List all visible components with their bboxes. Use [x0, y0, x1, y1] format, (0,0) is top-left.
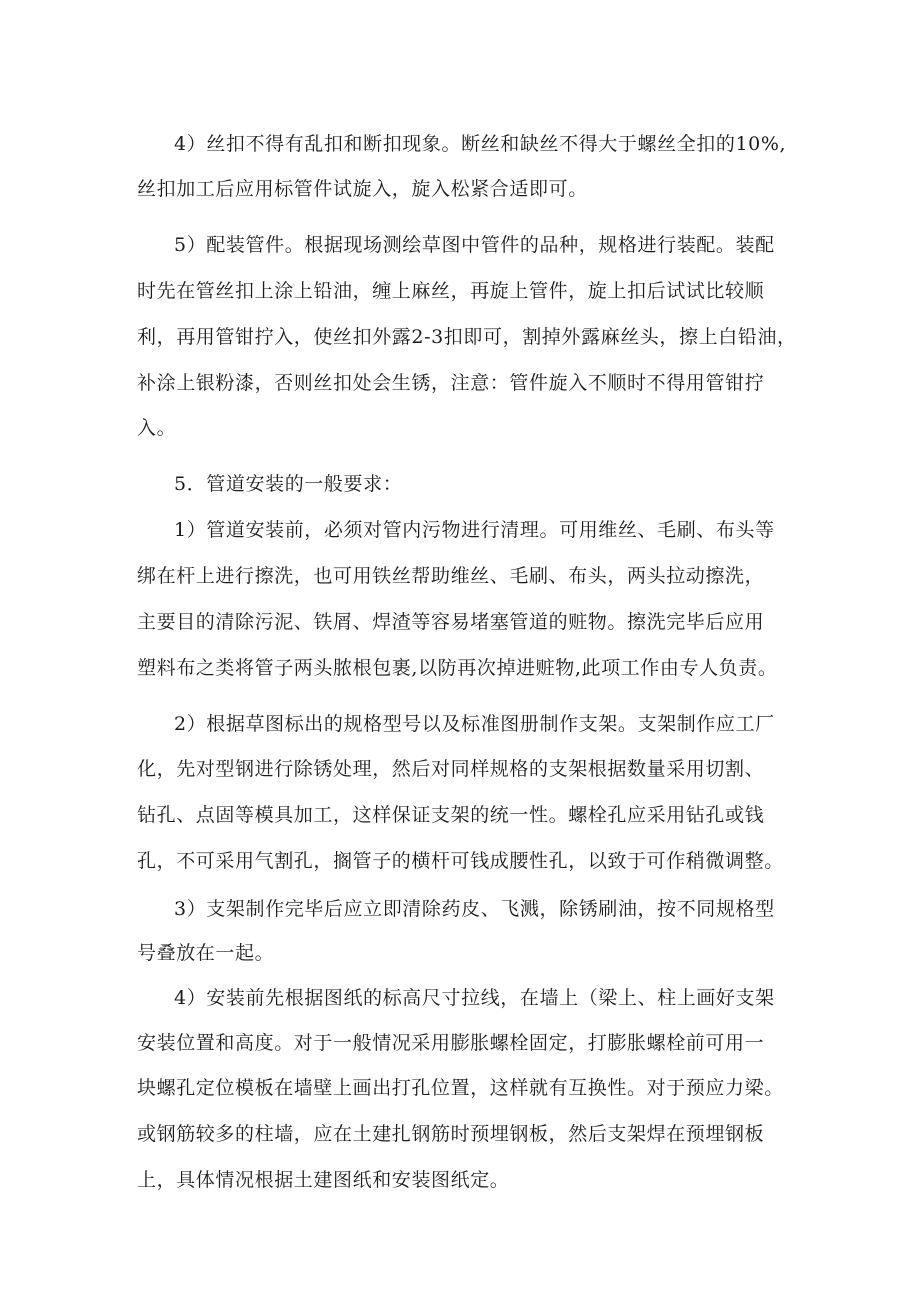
- text-line: 绑在杆上进行擦洗，也可用铁丝帮助维丝、毛刷、布头，两头拉动擦洗，: [137, 565, 765, 587]
- text-line: 孔，不可采用气割孔，搁管子的横杆可钱成腰性孔，以致于可作稍微调整。: [137, 850, 784, 872]
- text-line: 上，具体情况根据土建图纸和安装图纸定。: [137, 1169, 510, 1191]
- text-line: 3）支架制作完毕后应立即清除药皮、飞溅，除锈刷油，按不同规格型: [174, 898, 775, 920]
- text-line: 化，先对型钢进行除锈处理，然后对同样规格的支架根据数量采用切割、: [137, 758, 765, 780]
- text-line: 块螺孔定位模板在墙壁上画出打孔位置，这样就有互换性。对于预应力梁。: [137, 1077, 784, 1099]
- text-line: 利，再用管钳拧入，使丝扣外露2-3扣即可，割掉外露麻丝头，擦上白铅油，: [137, 326, 797, 348]
- text-line: 5）配装管件。根据现场测绘草图中管件的品种，规格进行装配。装配: [174, 234, 775, 256]
- text-line: 号叠放在一起。: [137, 942, 275, 964]
- text-line: 1）管道安装前，必须对管内污物进行清理。可用维丝、毛刷、布头等: [174, 519, 775, 541]
- text-line: 2）根据草图标出的规格型号以及标准图册制作支架。支架制作应工厂: [174, 713, 775, 735]
- text-line: 4）安装前先根据图纸的标高尺寸拉线，在墙上（梁上、柱上画好支架: [174, 987, 775, 1009]
- text-line: 安装位置和高度。对于一般情况采用膨胀螺栓固定，打膨胀螺栓前可用一: [137, 1032, 765, 1054]
- text-line: 钻孔、点固等模具加工，这样保证支架的统一性。螺栓孔应采用钻孔或钱: [137, 804, 765, 826]
- text-line: 丝扣加工后应用标管件试旋入，旋入松紧合适即可。: [137, 178, 588, 200]
- text-line: 入。: [137, 417, 177, 439]
- text-line: 时先在管丝扣上涂上铅油，缠上麻丝，再旋上管件，旋上扣后试试比较顺: [137, 280, 765, 302]
- text-line: 或钢筋较多的柱墙，应在土建扎钢筋时预埋钢板，然后支架焊在预埋钢板: [137, 1123, 765, 1145]
- section-heading: 5．管道安装的一般要求：: [174, 473, 403, 495]
- text-line: 补涂上银粉漆，否则丝扣处会生锈，注意：管件旋入不顺时不得用管钳拧: [137, 372, 765, 394]
- text-line: 主要目的清除污泥、铁屑、焊渣等容易堵塞管道的赃物。擦洗完毕后应用: [137, 611, 765, 633]
- text-line: 4）丝扣不得有乱扣和断扣现象。断丝和缺丝不得大于螺丝全扣的10%,: [174, 133, 787, 155]
- text-line: 塑料布之类将管子两头脓根包裹,以防再次掉进赃物,此项工作由专人负责。: [137, 657, 778, 679]
